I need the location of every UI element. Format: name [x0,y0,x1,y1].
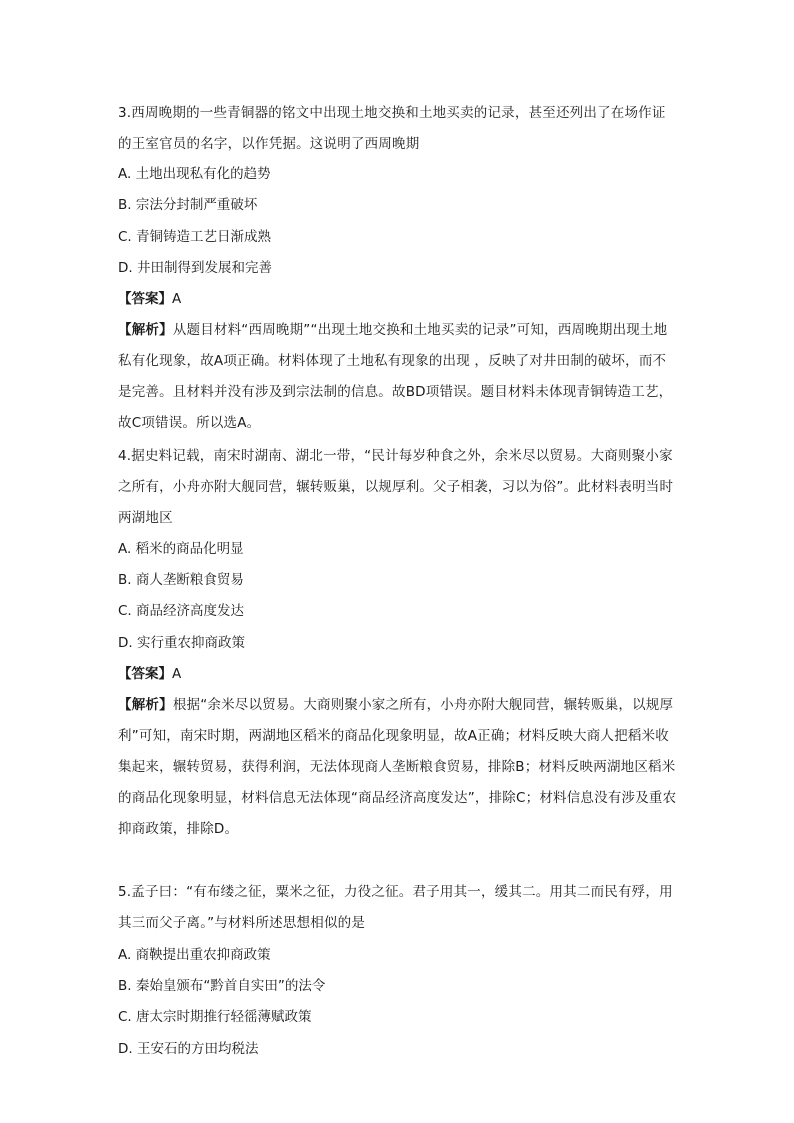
answer-value: A [172,666,182,682]
analysis-text: 从题目材料“西周晚期”“出现土地交换和土地买卖的记录”可知，西周晚期出现土地私有化现象，故A项正确。材料体现了土地私有现象的出现 ，反映了对井田制的破坏，而不是完善。且材料并没有涉及到宗法制的信息。故BD项错误。题目材料未体现青铜铸造工艺，故C项错误。所以选A。 [118,322,673,431]
question-3-answer [118,289,181,309]
analysis-tag: 【解析】 [118,697,173,713]
question-5-stem: 5.孟子曰：“有布缕之征，粟米之征，力役之征。君子用其一，缓其二。用其二而民有殍，用其三而父子离。”与材料所述思想相似的是 [118,884,673,931]
question-3-stem: 3.西周晚期的一些青铜器的铭文中出现土地交换和土地买卖的记录，甚至还列出了在场作证的王室官员的名字，以作凭据。这说明了西周晚期 [118,105,666,152]
question-3-option-d: D. 井田制得到发展和完善 [118,260,272,276]
question-4-answer [118,664,181,684]
question-3-analysis [118,315,678,439]
question-5-option-a: A. 商鞅提出重农抑商政策 [118,947,271,963]
answer-value: A [172,291,182,307]
question-3-option-a: A. 土地出现私有化的趋势 [118,166,271,182]
question-4-option-a: A. 稻米的商品化明显 [118,541,244,557]
question-4-analysis [118,690,678,845]
question-5-option-c: C. 唐太宗时期推行轻徭薄赋政策 [118,1009,312,1025]
answer-tag: 【答案】 [118,666,172,682]
question-4-stem: 4.据史料记载，南宋时湖南、湖北一带，“民计每岁种食之外，余米尽以贸易。大商则聚小家之所有，小舟亦附大舰同营，辗转贩巢，以规厚利。父子相袭，习以为俗”。此材料表明当时两湖地区 [118,448,674,526]
analysis-text: 根据“余米尽以贸易。大商则聚小家之所有，小舟亦附大舰同营，辗转贩巢，以规厚利”可知，南宋时期，两湖地区稻米的商品化现象明显，故A正确；材料反映大商人把稻米收集起来，辗转贸易，获得利润，无法体现商人垄断粮食贸易，排除B；材料反映两湖地区稻米的商品化现象明显，材料信息无法体现“商品经济高度发达”，排除C；材料信息没有涉及重农抑商政策，排除D。 [118,697,677,837]
answer-tag: 【答案】 [118,291,172,307]
question-4-option-c: C. 商品经济高度发达 [118,603,245,619]
question-5-option-b: B. 秦始皇颁布“黔首自实田”的法令 [118,978,326,994]
question-5-option-d: D. 王安石的方田均税法 [118,1041,259,1057]
question-4-option-d: D. 实行重农抑商政策 [118,635,245,651]
question-3-option-b: B. 宗法分封制严重破坏 [118,197,258,213]
question-4-option-b: B. 商人垄断粮食贸易 [118,572,244,588]
analysis-tag: 【解析】 [118,322,173,338]
question-3-option-c: C. 青铜铸造工艺日渐成熟 [118,229,272,245]
